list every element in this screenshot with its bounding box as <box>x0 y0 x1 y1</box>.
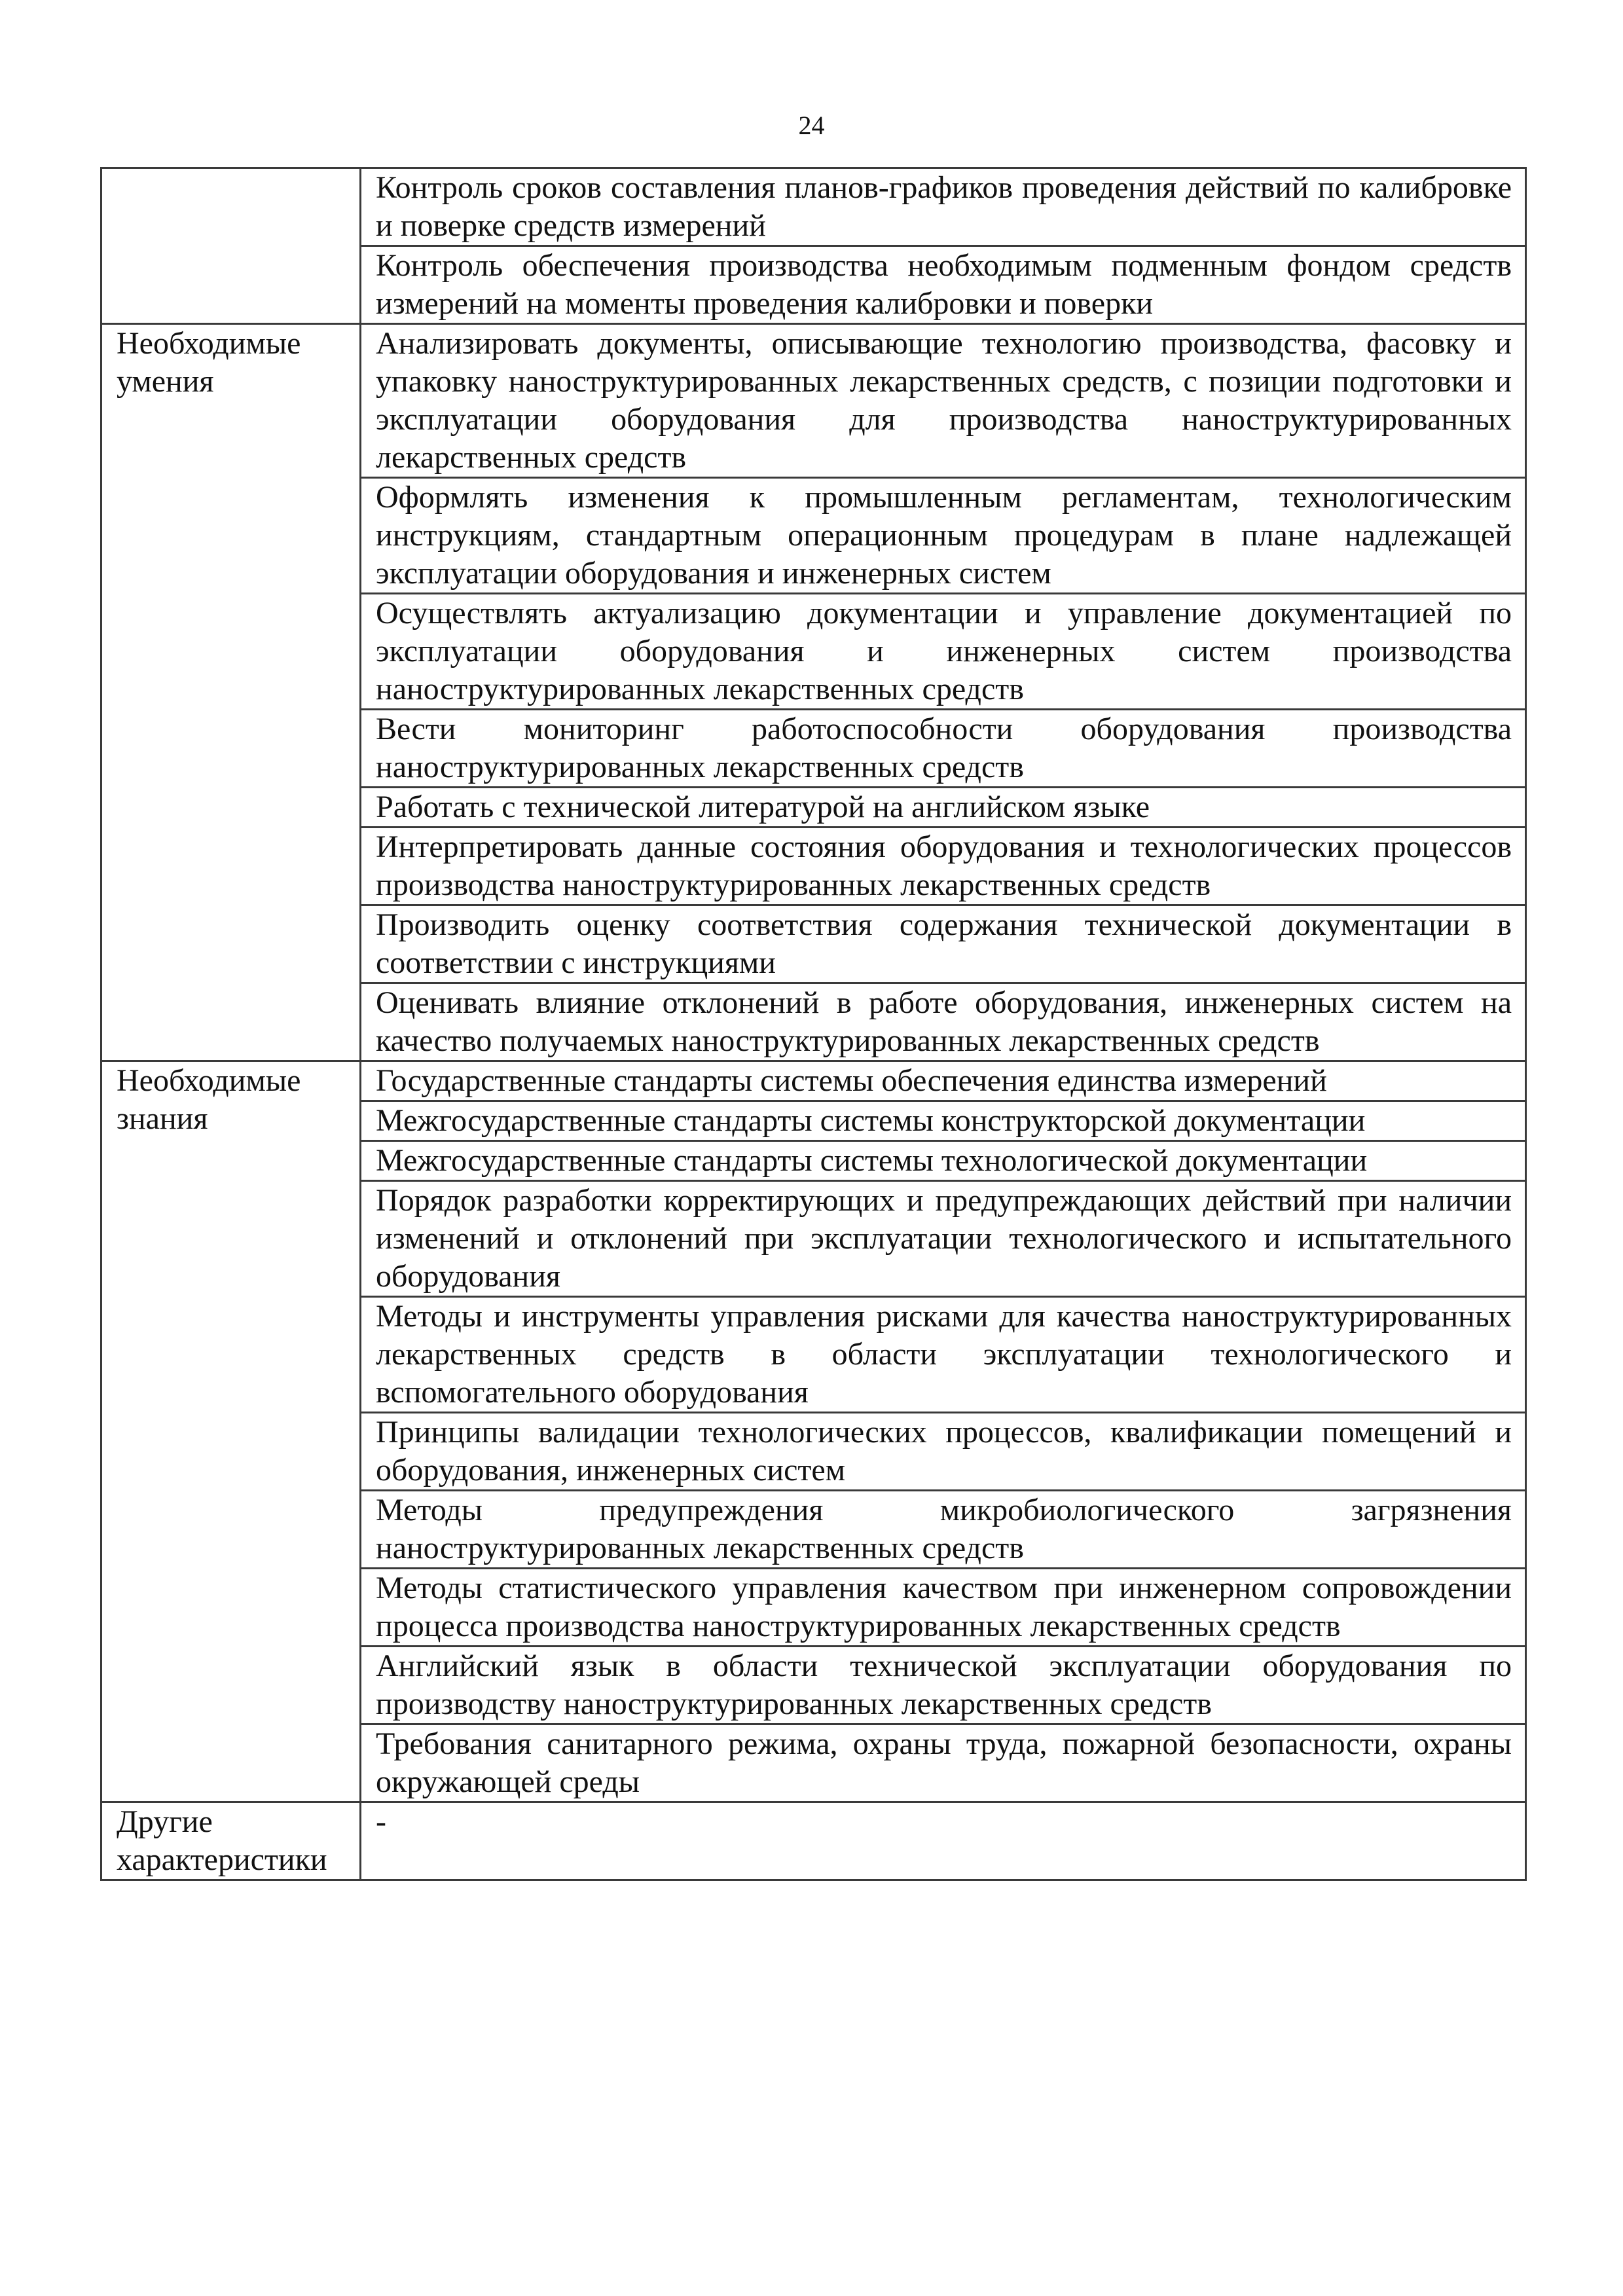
table-cell: Английский язык в области технической эксплуатации оборудования по производству наноструктурированных лекарственных средств <box>361 1647 1526 1724</box>
table-cell: Контроль обеспечения производства необходимым подменным фондом средств измерений на моменты проведения калибровки и поверки <box>361 246 1526 324</box>
table-cell: Методы статистического управления качеством при инженерном сопровождении процесса производства наноструктурированных лекарственных средств <box>361 1569 1526 1647</box>
requirements-table <box>100 167 1527 1881</box>
table-cell: Методы и инструменты управления рисками для качества наноструктурированных лекарственных средств в области эксплуатации технологического и вспомогательного оборудования <box>361 1297 1526 1413</box>
table-cell: Порядок разработки корректирующих и предупреждающих действий при наличии изменений и отклонений при эксплуатации технологического и испытательного оборудования <box>361 1181 1526 1297</box>
table-row <box>101 324 1526 478</box>
knowledge-label: Необходимые знания <box>101 1061 361 1802</box>
table-cell: Контроль сроков составления планов-графиков проведения действий по калибровке и поверке средств измерений <box>361 168 1526 246</box>
table-cell: Вести мониторинг работоспособности оборудования производства наноструктурированных лекарственных средств <box>361 710 1526 788</box>
table-cell: Производить оценку соответствия содержания технической документации в соответствии с инструкциями <box>361 905 1526 983</box>
table-cell: Осуществлять актуализацию документации и управление документацией по эксплуатации оборудования и инженерных систем производства наноструктурированных лекарственных средств <box>361 594 1526 710</box>
table-cell: Интерпретировать данные состояния оборудования и технологических процессов производства наноструктурированных лекарственных средств <box>361 828 1526 905</box>
table-cell: Принципы валидации технологических процессов, квалификации помещений и оборудования, инженерных систем <box>361 1413 1526 1491</box>
other-label: Другие характеристики <box>101 1802 361 1880</box>
table-cell: Оценивать влияние отклонений в работе оборудования, инженерных систем на качество получаемых наноструктурированных лекарственных средств <box>361 983 1526 1061</box>
table-cell: Анализировать документы, описывающие технологию производства, фасовку и упаковку наноструктурированных лекарственных средств, с позиции подготовки и эксплуатации оборудования для производства наноструктурированных лекарственных средств <box>361 324 1526 478</box>
table-row <box>101 1802 1526 1880</box>
table-row <box>101 1061 1526 1101</box>
other-value: - <box>361 1802 1526 1880</box>
table-cell: Межгосударственные стандарты системы конструкторской документации <box>361 1101 1526 1141</box>
table-row <box>101 168 1526 246</box>
skills-label: Необходимые умения <box>101 324 361 1061</box>
page-number: 24 <box>798 111 825 140</box>
table-cell: Методы предупреждения микробиологического загрязнения наноструктурированных лекарственных средств <box>361 1491 1526 1569</box>
table-cell: Межгосударственные стандарты системы технологической документации <box>361 1141 1526 1181</box>
table-cell: Работать с технической литературой на английском языке <box>361 788 1526 828</box>
table-cell: Государственные стандарты системы обеспечения единства измерений <box>361 1061 1526 1101</box>
table-cell: Требования санитарного режима, охраны труда, пожарной безопасности, охраны окружающей среды <box>361 1724 1526 1802</box>
table-cell: Оформлять изменения к промышленным регламентам, технологическим инструкциям, стандартным операционным процедурам в плане надлежащей эксплуатации оборудования и инженерных систем <box>361 478 1526 594</box>
continuation-label-cell <box>101 168 361 324</box>
